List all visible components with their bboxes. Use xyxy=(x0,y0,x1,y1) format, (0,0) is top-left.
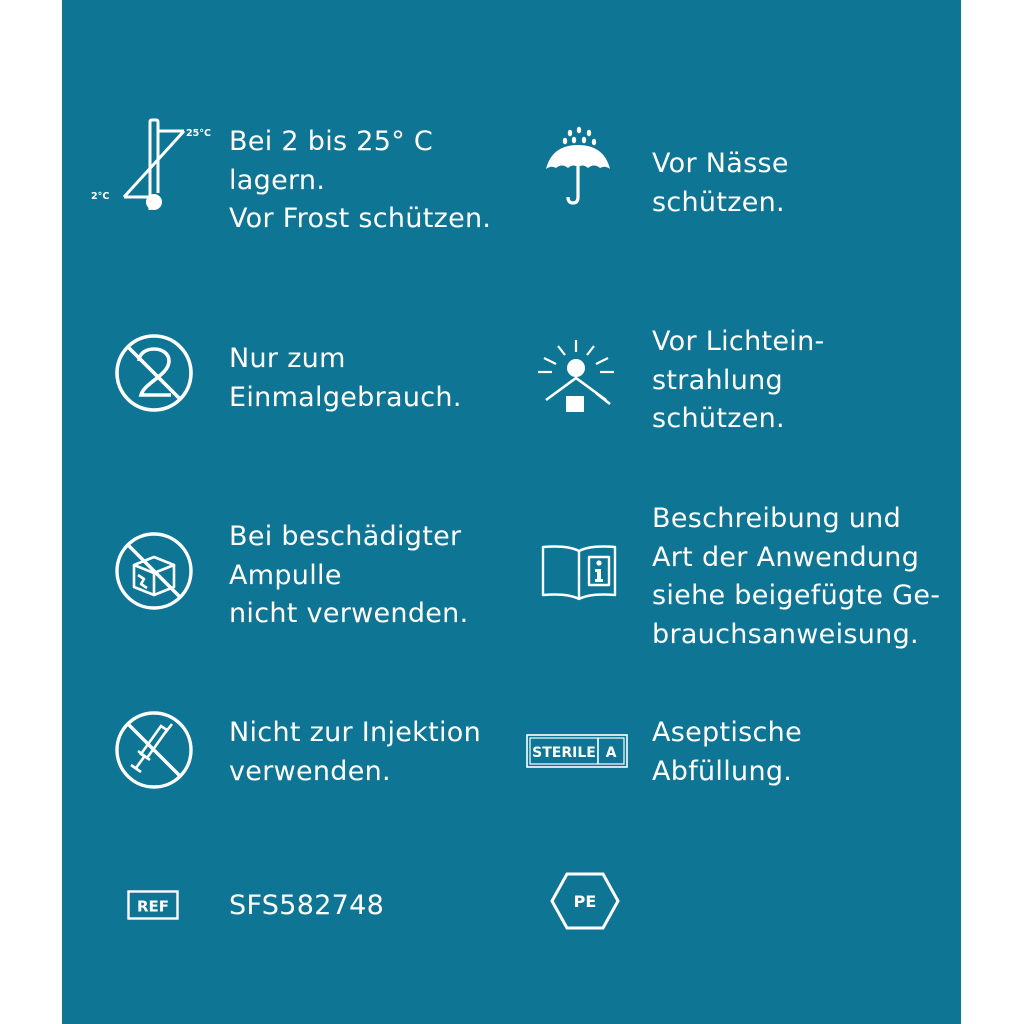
ref-label: REF xyxy=(136,897,170,916)
text-line: verwenden. xyxy=(229,755,391,787)
text-line: Ampulle xyxy=(229,559,342,591)
single-use-text xyxy=(229,340,462,417)
umbrella-rain-icon xyxy=(544,125,614,205)
text-line: Vor Nässe xyxy=(652,148,789,179)
sterile-text xyxy=(652,714,802,791)
text-line: schützen. xyxy=(652,186,785,218)
text-line: Vor Frost schützen. xyxy=(229,203,492,234)
text-line: brauchsanweisung. xyxy=(652,618,919,650)
do-not-reuse-icon xyxy=(114,333,194,413)
no-injection-syringe-icon xyxy=(114,710,194,790)
do-not-use-if-damaged-icon xyxy=(114,531,194,611)
text-line: strahlung xyxy=(652,364,783,396)
thermometer-temperature-limit-icon xyxy=(88,118,218,213)
injection-text xyxy=(229,714,481,791)
storage-text xyxy=(229,123,491,239)
text-line: schützen. xyxy=(652,403,785,434)
text-line: Art der Anwendung xyxy=(652,541,920,573)
sterile-label: STERILE xyxy=(532,745,596,761)
text-line: Nur zum xyxy=(229,343,346,374)
consult-instructions-icon xyxy=(540,543,618,601)
text-line: Bei beschädigter xyxy=(229,521,462,552)
keep-away-from-sunlight-icon xyxy=(534,338,618,418)
ref-value: SFS582748 xyxy=(229,890,385,921)
ref-number xyxy=(229,887,384,926)
moisture-text xyxy=(652,145,789,222)
instructions-text xyxy=(652,500,940,654)
sterile-letter: A xyxy=(605,745,617,761)
text-line: lagern. xyxy=(229,164,326,196)
text-line: Aseptische xyxy=(652,717,803,748)
text-line: Vor Lichtein- xyxy=(652,326,825,357)
text-line: siehe beigefügte Ge- xyxy=(652,580,941,611)
temp-low-label: 2°C xyxy=(91,191,110,202)
temp-high-label: 25°C xyxy=(186,128,211,139)
text-line: Bei 2 bis 25° C xyxy=(229,126,434,157)
text-line: Nicht zur Injektion xyxy=(229,717,482,748)
ref-icon xyxy=(127,890,179,920)
damaged-text xyxy=(229,518,468,634)
text-line: Einmalgebrauch. xyxy=(229,381,462,413)
pe-label: PE xyxy=(573,892,597,911)
light-text xyxy=(652,323,825,439)
text-line: nicht verwenden. xyxy=(229,598,469,629)
text-line: Abfüllung. xyxy=(652,755,793,787)
sterile-a-icon xyxy=(526,734,628,768)
text-line: Beschreibung und xyxy=(652,503,902,534)
pe-material-icon xyxy=(550,872,620,930)
